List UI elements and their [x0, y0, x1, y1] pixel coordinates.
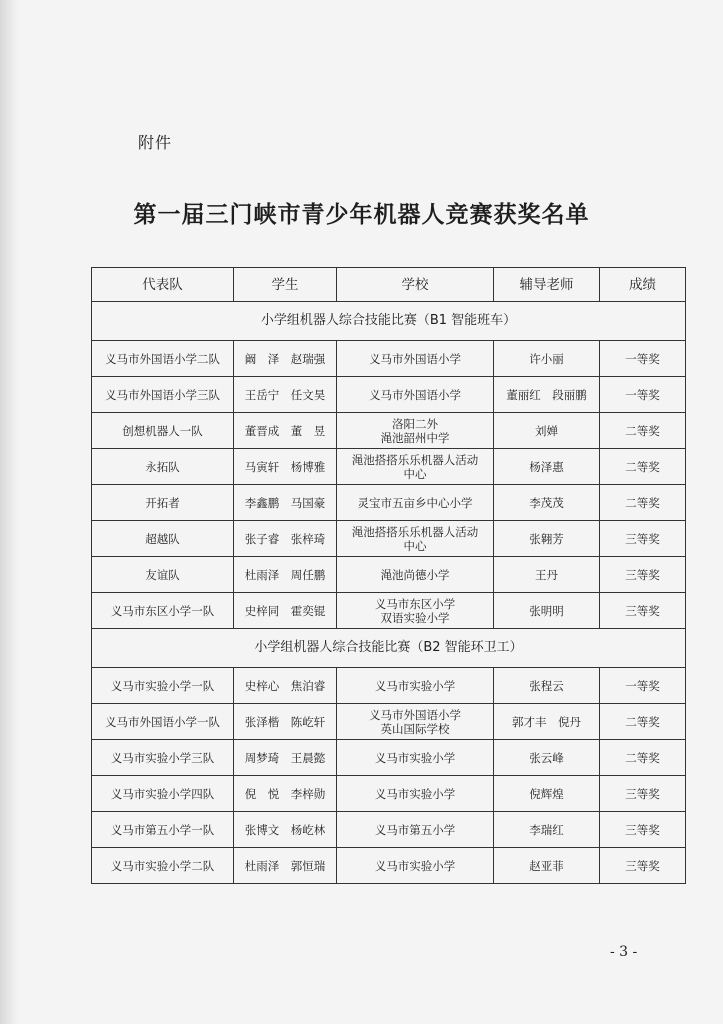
- school-line: 义马市实验小学: [374, 786, 456, 801]
- school-line: 渑池韶州中学: [380, 430, 450, 445]
- section-row: [92, 302, 686, 341]
- school-line: 义马市外国语小学: [369, 387, 461, 402]
- school-line: 渑池尚德小学: [380, 567, 450, 582]
- table-row: [92, 341, 686, 377]
- school-line: 义马市实验小学: [374, 858, 456, 873]
- school-line: 英山国际学校: [380, 721, 450, 736]
- school-cell: [337, 668, 494, 704]
- section-row: [92, 629, 686, 668]
- result-cell: 二等奖: [600, 485, 686, 521]
- teacher-cell: 倪辉煌: [494, 776, 600, 812]
- result-cell: 三等奖: [600, 521, 686, 557]
- school-cell: [337, 557, 494, 593]
- school-line: 灵宝市五亩乡中心小学: [357, 495, 473, 510]
- students-cell: 马寅轩 杨博雅: [234, 449, 337, 485]
- school-line: 义马市外国语小学: [369, 707, 461, 722]
- students-cell: 倪 悦 李梓勋: [234, 776, 337, 812]
- table-row: [92, 812, 686, 848]
- teacher-cell: 张程云: [494, 668, 600, 704]
- school-line: 渑池搭搭乐乐机器人活动: [351, 452, 479, 467]
- header-students: 学生: [234, 268, 337, 302]
- table-header-row: [92, 268, 686, 302]
- table-row: [92, 377, 686, 413]
- students-cell: 周梦琦 王晨懿: [234, 740, 337, 776]
- result-cell: 一等奖: [600, 668, 686, 704]
- result-cell: 三等奖: [600, 776, 686, 812]
- teacher-cell: 许小丽: [494, 341, 600, 377]
- teacher-cell: 张翱芳: [494, 521, 600, 557]
- result-cell: 二等奖: [600, 413, 686, 449]
- attachment-label: 附件: [138, 133, 173, 152]
- result-cell: 三等奖: [600, 848, 686, 884]
- table-row: [92, 776, 686, 812]
- result-cell: 一等奖: [600, 377, 686, 413]
- table-row: [92, 485, 686, 521]
- students-cell: 史梓同 霍奕锟: [234, 593, 337, 629]
- result-cell: 二等奖: [600, 704, 686, 740]
- school-line: 义马市第五小学: [374, 822, 456, 837]
- teacher-cell: 杨泽惠: [494, 449, 600, 485]
- team-cell: 永拓队: [92, 449, 234, 485]
- school-cell: [337, 521, 494, 557]
- students-cell: 张博文 杨屹林: [234, 812, 337, 848]
- table-row: [92, 704, 686, 740]
- section-title: 小学组机器人综合技能比赛（B2 智能环卫工）: [92, 629, 686, 668]
- students-cell: 杜雨泽 郭恒瑞: [234, 848, 337, 884]
- teacher-cell: 李瑞红: [494, 812, 600, 848]
- students-cell: 董晋成 董 昱: [234, 413, 337, 449]
- table-row: [92, 449, 686, 485]
- students-cell: 张子睿 张梓琦: [234, 521, 337, 557]
- team-cell: 义马市外国语小学三队: [92, 377, 234, 413]
- school-cell: [337, 449, 494, 485]
- teacher-cell: 董丽红 段丽鹏: [494, 377, 600, 413]
- school-cell: [337, 341, 494, 377]
- result-cell: 一等奖: [600, 341, 686, 377]
- teacher-cell: 刘婵: [494, 413, 600, 449]
- students-cell: 李鑫鹏 马国豪: [234, 485, 337, 521]
- teacher-cell: 赵亚菲: [494, 848, 600, 884]
- team-cell: 开拓者: [92, 485, 234, 521]
- school-cell: [337, 485, 494, 521]
- header-teacher: 辅导老师: [494, 268, 600, 302]
- table-row: [92, 557, 686, 593]
- school-cell: [337, 413, 494, 449]
- school-line: 义马市外国语小学: [369, 351, 461, 366]
- team-cell: 义马市第五小学一队: [92, 812, 234, 848]
- school-line: 义马市实验小学: [374, 750, 456, 765]
- team-cell: 义马市实验小学四队: [92, 776, 234, 812]
- header-result: 成绩: [600, 268, 686, 302]
- team-cell: 义马市东区小学一队: [92, 593, 234, 629]
- school-line: 洛阳二外: [392, 416, 438, 431]
- teacher-cell: 张云峰: [494, 740, 600, 776]
- students-cell: 史梓心 焦泊睿: [234, 668, 337, 704]
- table-row: [92, 848, 686, 884]
- school-cell: [337, 377, 494, 413]
- school-cell: [337, 848, 494, 884]
- team-cell: 友谊队: [92, 557, 234, 593]
- teacher-cell: 王丹: [494, 557, 600, 593]
- team-cell: 义马市实验小学三队: [92, 740, 234, 776]
- page-title: 第一届三门峡市青少年机器人竞赛获奖名单: [133, 201, 590, 228]
- teacher-cell: 张明明: [494, 593, 600, 629]
- school-line: 义马市实验小学: [374, 678, 456, 693]
- table-row: [92, 593, 686, 629]
- table-row: [92, 521, 686, 557]
- students-cell: 阚 泽 赵瑞强: [234, 341, 337, 377]
- table-row: [92, 413, 686, 449]
- school-line: 双语实验小学: [380, 610, 450, 625]
- section-title: 小学组机器人综合技能比赛（B1 智能班车）: [92, 302, 686, 341]
- result-cell: 二等奖: [600, 449, 686, 485]
- result-cell: 三等奖: [600, 812, 686, 848]
- school-cell: [337, 812, 494, 848]
- team-cell: 超越队: [92, 521, 234, 557]
- team-cell: 义马市外国语小学一队: [92, 704, 234, 740]
- school-cell: [337, 593, 494, 629]
- team-cell: 义马市实验小学一队: [92, 668, 234, 704]
- school-line: 中心: [403, 538, 427, 553]
- result-cell: 三等奖: [600, 557, 686, 593]
- table-row: [92, 668, 686, 704]
- header-team: 代表队: [92, 268, 234, 302]
- header-school: 学校: [337, 268, 494, 302]
- award-table: [91, 267, 686, 884]
- table-row: [92, 740, 686, 776]
- result-cell: 三等奖: [600, 593, 686, 629]
- students-cell: 王岳宁 任文昊: [234, 377, 337, 413]
- teacher-cell: 郭才丰 倪丹: [494, 704, 600, 740]
- teacher-cell: 李茂茂: [494, 485, 600, 521]
- school-line: 渑池搭搭乐乐机器人活动: [351, 524, 479, 539]
- page-number: - 3 -: [610, 944, 638, 960]
- team-cell: 义马市外国语小学二队: [92, 341, 234, 377]
- students-cell: 张泽楷 陈屹轩: [234, 704, 337, 740]
- school-line: 中心: [403, 466, 427, 481]
- school-cell: [337, 704, 494, 740]
- scan-edge-shadow: [0, 0, 18, 1024]
- team-cell: 创想机器人一队: [92, 413, 234, 449]
- school-line: 义马市东区小学: [374, 596, 456, 611]
- school-cell: [337, 776, 494, 812]
- result-cell: 二等奖: [600, 740, 686, 776]
- school-cell: [337, 740, 494, 776]
- table-body: [92, 302, 686, 884]
- team-cell: 义马市实验小学二队: [92, 848, 234, 884]
- students-cell: 杜雨泽 周任鹏: [234, 557, 337, 593]
